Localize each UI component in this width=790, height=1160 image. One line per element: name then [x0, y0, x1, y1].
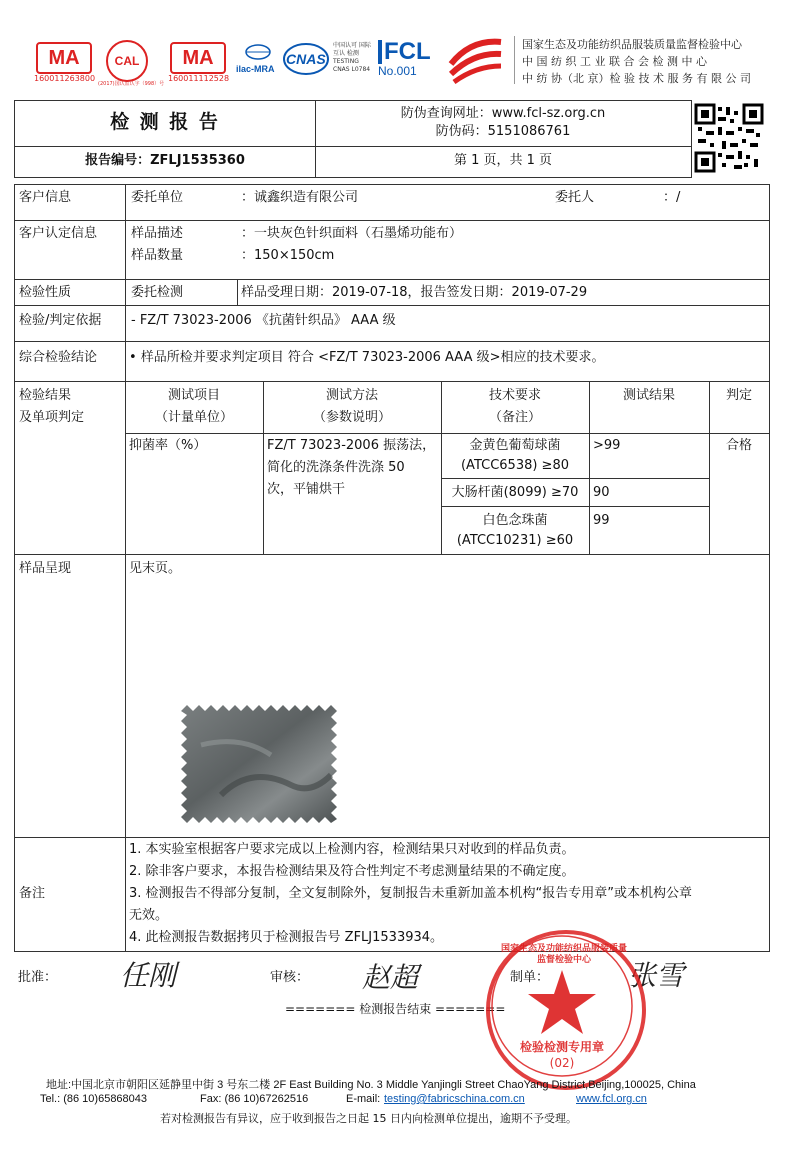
- header-item-1: 测试项目: [167, 388, 220, 403]
- confirm-info-label: 客户认定信息: [19, 226, 98, 241]
- stamp-ring-text: 国家生态及功能纺织品服装质量监督检验中心: [500, 944, 627, 965]
- sample-qty-label: 样品数量: [131, 248, 184, 263]
- test-judge: 合格: [725, 438, 752, 453]
- cnas-caption-no: CNAS L0784: [333, 66, 371, 73]
- cma-logo-1-id: 160011263800: [34, 74, 96, 83]
- cnas-caption: [333, 42, 373, 74]
- remarks-label: 备注: [19, 886, 46, 901]
- header-method-2: （参数说明）: [312, 410, 391, 425]
- query-site: 防伪查询网址：www.fcl-sz.org.cn: [400, 106, 606, 121]
- req-row-3-line-1: 白色念珠菌: [482, 513, 548, 528]
- stamp-center-text: 检验检测专用章: [519, 1040, 604, 1054]
- footer-tel: Tel.: (86 10)65868043: [40, 1093, 148, 1105]
- req-row-1-line-1: 金黄色葡萄球菌: [469, 438, 561, 453]
- page-number: 第 1 页，共 1 页: [453, 153, 553, 168]
- footer-address: 地址:中国北京市朝阳区延静里中街 3 号东二楼 2F East Building No. 3 Middle Yanjingli Street ChaoYang District,Beijing,100025, China: [46, 1079, 696, 1091]
- org-names: [522, 36, 751, 87]
- footer-fax: Fax: (86 10)67262516: [200, 1093, 309, 1105]
- org-divider: [514, 36, 515, 84]
- cma-logo-2-id: 160011112528: [168, 74, 230, 83]
- footer-notice: 若对检测报告有异议，应于收到报告之日起 15 日内向检测单位提出，逾期不予受理。: [160, 1112, 577, 1125]
- result-label-2: 及单项判定: [19, 410, 85, 425]
- header-req-1: 技术要求: [488, 388, 541, 403]
- cma-logo-1-text: MA: [48, 47, 80, 69]
- display-label: 样品呈现: [19, 561, 72, 576]
- result-row-1: >99: [593, 438, 621, 453]
- test-method-line-2: 简化的洗涤条件洗涤 50: [267, 460, 405, 475]
- footer-email-link[interactable]: testing@fabricschina.com.cn: [384, 1093, 525, 1105]
- test-method-line-3: 次，平铺烘干: [267, 482, 346, 497]
- result-row-2: 90: [593, 485, 610, 500]
- display-value: 见末页。: [129, 561, 182, 576]
- client-person-value: ：/: [663, 190, 681, 205]
- sample-desc-value: ：一块灰色针织面料（石墨烯功能布）: [241, 226, 463, 241]
- review-label: 审核：: [270, 970, 310, 985]
- header-item-2: （计量单位）: [154, 410, 233, 425]
- fcl-logo: [378, 38, 431, 82]
- header-req-2: （备注）: [488, 410, 541, 425]
- report-main-table: [14, 184, 770, 952]
- nature-label: 检验性质: [19, 285, 72, 300]
- cal-logo-id: (2017)国认监认字（998）号: [98, 81, 165, 87]
- fabric-swatch-icon: [181, 705, 337, 823]
- header-judge: 判定: [725, 388, 752, 403]
- test-item: 抑菌率（%）: [129, 438, 207, 453]
- client-person-label: 委托人: [555, 190, 595, 205]
- client-unit-label: 委托单位: [131, 190, 184, 205]
- nature-value: 委托检测: [131, 285, 184, 300]
- remark-3: 3. 检测报告不得部分复制，全文复制除外，复制报告未重新加盖本机构“报告专用章”或本机构公章: [129, 886, 693, 901]
- org-emblem: [446, 34, 506, 84]
- result-label-1: 检验结果: [19, 388, 72, 403]
- cnas-logo: [282, 42, 330, 76]
- fabric-sample-image: [181, 705, 337, 823]
- footer-email-label: E-mail:: [346, 1093, 381, 1105]
- report-end-line: ======= 检测报告结束 =======: [285, 1002, 506, 1016]
- qr-code-icon: [694, 103, 764, 173]
- req-row-2-line-1: 大肠杆菌(8099) ≥70: [451, 485, 579, 500]
- client-info-label: 客户信息: [19, 190, 72, 205]
- conclusion-label: 综合检验结论: [19, 350, 98, 365]
- anti-fake-code: 防伪码：5151086761: [435, 124, 571, 139]
- report-title: 检 测 报 告: [110, 111, 220, 133]
- footer-website-link[interactable]: www.fcl.org.cn: [576, 1093, 647, 1105]
- qr-code: [694, 103, 764, 173]
- client-unit-value: ：诚鑫织造有限公司: [241, 190, 359, 205]
- remark-3-cont: 无效。: [129, 908, 169, 923]
- basis-label: 检验/判定依据: [19, 313, 102, 328]
- test-method-line-1: FZ/T 73023-2006 振荡法，: [267, 438, 436, 453]
- report-header-table: [14, 100, 692, 178]
- ilac-mra-logo: [236, 44, 280, 72]
- cal-logo: [106, 40, 148, 82]
- req-row-1-line-2: (ATCC6538) ≥80: [460, 458, 569, 473]
- remark-1: 1. 本实验室根据客户要求完成以上检测内容，检测结果只对收到的样品负责。: [129, 842, 575, 857]
- result-row-3: 99: [593, 513, 610, 528]
- cma-logo-2: [170, 42, 226, 74]
- red-wave-emblem-icon: [446, 34, 506, 84]
- conclusion-value: • 样品所检并要求判定项目 符合 <FZ/T 73023-2006 AAA 级>相应的技术要求。: [129, 350, 605, 365]
- ilac-globe-icon: [236, 44, 280, 60]
- prepare-signature: 张雪: [628, 959, 685, 992]
- dates-value: 样品受理日期：2019-07-18，报告签发日期：2019-07-29: [241, 285, 588, 300]
- official-stamp: [486, 930, 646, 1090]
- approve-signature: 任刚: [120, 959, 177, 992]
- sample-desc-label: 样品描述: [131, 226, 184, 241]
- cnas-caption-testing: TESTING: [333, 58, 359, 65]
- sample-qty-value: ：150×150cm: [241, 248, 335, 263]
- header-result: 测试结果: [622, 388, 675, 403]
- cal-logo-text: CAL: [114, 54, 140, 68]
- req-row-3-line-2: (ATCC10231) ≥60: [456, 533, 574, 548]
- org-name-2: 中 国 纺 织 工 业 联 合 会 检 测 中 心: [522, 55, 707, 68]
- cnas-text: CNAS: [286, 51, 326, 67]
- approve-label: 批准：: [18, 970, 58, 985]
- fcl-number: No.001: [378, 64, 417, 78]
- ilac-text: ilac-MRA: [236, 64, 275, 74]
- org-name-1: 国家生态及功能纺织品服装质量监督检验中心: [522, 38, 742, 51]
- stamp-number: (02): [549, 1056, 575, 1070]
- org-name-3: 中 纺 协（北 京）检 验 技 术 服 务 有 限 公 司: [522, 72, 751, 85]
- review-signature: 赵超: [362, 961, 419, 994]
- remark-4: 4. 此检测报告数据拷贝于检测报告号 ZFLJ1533934。: [129, 930, 444, 945]
- prepare-label: 制单：: [510, 970, 550, 985]
- fcl-text: FCL: [378, 40, 428, 64]
- cma-logo-2-text: MA: [182, 47, 214, 69]
- remark-2: 2. 除非客户要求，本报告检测结果及符合性判定不考虑测量结果的不确定度。: [129, 864, 575, 879]
- cma-logo-1: [36, 42, 92, 74]
- header-method-1: 测试方法: [325, 388, 378, 403]
- basis-value: - FZ/T 73023-2006 《抗菌针织品》 AAA 级: [131, 313, 396, 328]
- cnas-caption-cn: 中国认可 国际互认 检测: [333, 42, 371, 57]
- report-number: 报告编号：ZFLJ1535360: [85, 153, 245, 168]
